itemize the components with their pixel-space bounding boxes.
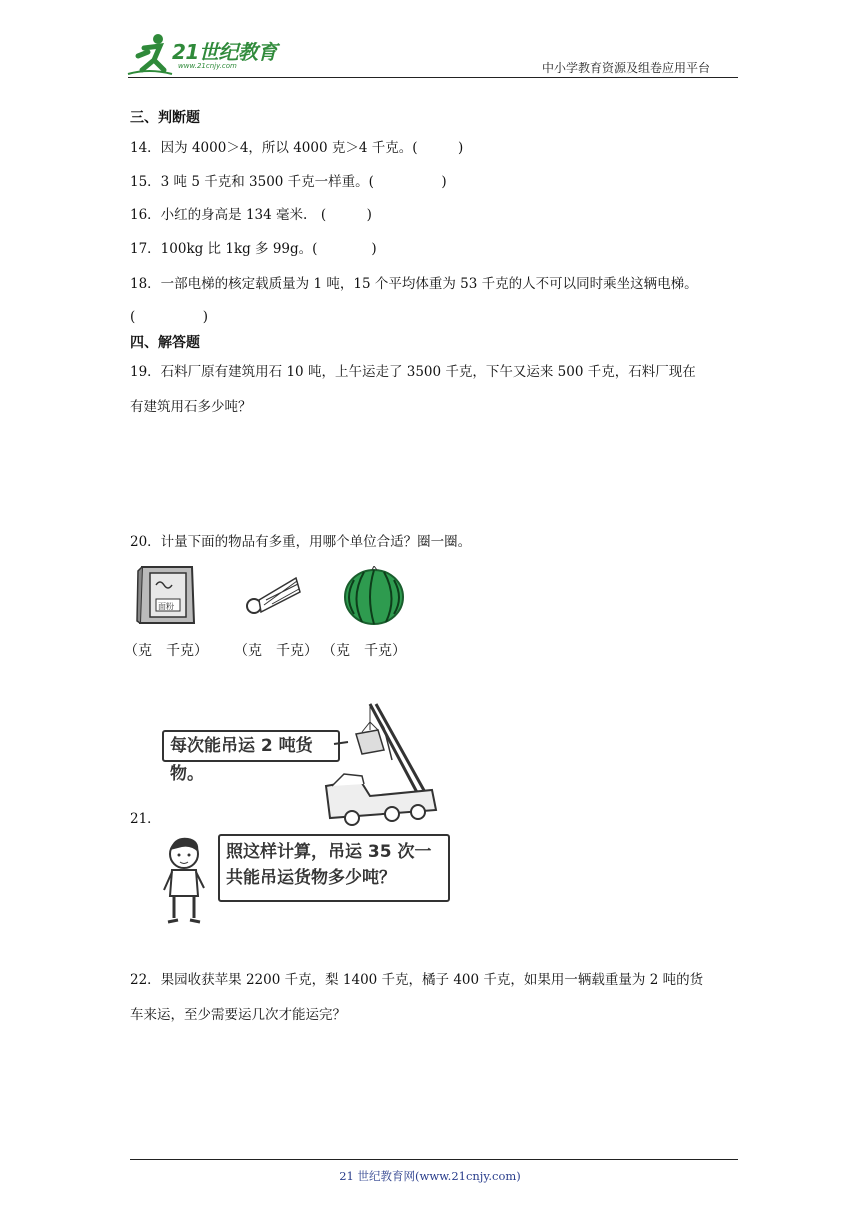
question-22-line2: 车来运，至少需要运几次才能运完？ [130, 1007, 346, 1023]
question-14: 14．因为 4000＞4，所以 4000 克＞4 千克。( ) [130, 140, 464, 156]
footer-text[interactable]: 21 世纪教育网(www.21cnjy.com) [339, 1169, 521, 1183]
choice-shuttlecock[interactable]: （克 千克） [234, 643, 318, 659]
question-18-line1: 18．一部电梯的核定载质量为 1 吨，15 个平均体重为 53 千克的人不可以同时乘坐这辆电梯。 [130, 276, 698, 292]
question-16: 16．小红的身高是 134 毫米. ( ) [130, 207, 372, 223]
watermelon-icon [342, 566, 406, 626]
question-15: 15．3 吨 5 千克和 3500 千克一样重。( ) [130, 174, 447, 190]
question-17: 17．100kg 比 1kg 多 99g。( ) [130, 241, 377, 257]
watermelon-image [342, 566, 406, 630]
question-19-line2: 有建筑用石多少吨？ [130, 399, 252, 415]
flour-bag-label: 面粉 [158, 602, 174, 611]
runner-logo-icon [124, 30, 174, 78]
shuttlecock-image [244, 570, 304, 626]
boy-bubble-line1: 照这样计算，吊运 35 次一 [226, 842, 432, 862]
question-21-number: 21． [130, 811, 161, 827]
footer-divider [130, 1159, 738, 1160]
choice-flour[interactable]: （克 千克） [124, 643, 208, 659]
section-title-judge: 三、判断题 [130, 110, 200, 126]
shuttlecock-icon [244, 570, 304, 622]
boy-speech-bubble [218, 834, 450, 902]
logo-url: www.21cnjy.com [178, 62, 237, 70]
crane-truck-icon [300, 700, 440, 830]
boy-icon [160, 832, 210, 928]
logo-text: 21世纪教育 [172, 40, 277, 64]
flour-bag-icon [134, 563, 200, 627]
header-divider [128, 77, 738, 78]
question-22-line1: 22．果园收获苹果 2200 千克，梨 1400 千克，橘子 400 千克，如果用一辆载重量为 2 吨的货 [130, 972, 704, 988]
question-19-line1: 19．石料厂原有建筑用石 10 吨，上午运走了 3500 千克，下午又运来 500 千克，石料厂现在 [130, 364, 696, 380]
boy-bubble-line2: 共能吊运货物多少吨？ [226, 868, 396, 888]
question-18-line2: ( ) [130, 309, 209, 325]
question-20: 20．计量下面的物品有多重，用哪个单位合适？圈一圈。 [130, 534, 472, 550]
flour-bag-image [134, 563, 200, 631]
crane-truck-image [300, 700, 440, 834]
section-title-solve: 四、解答题 [130, 335, 200, 351]
boy-image [160, 832, 210, 932]
header-right-text: 中小学教育资源及组卷应用平台 [542, 61, 711, 75]
crane-bubble-text: 每次能吊运 2 吨货物。 [170, 736, 313, 784]
choice-watermelon[interactable]: （克 千克） [322, 643, 406, 659]
